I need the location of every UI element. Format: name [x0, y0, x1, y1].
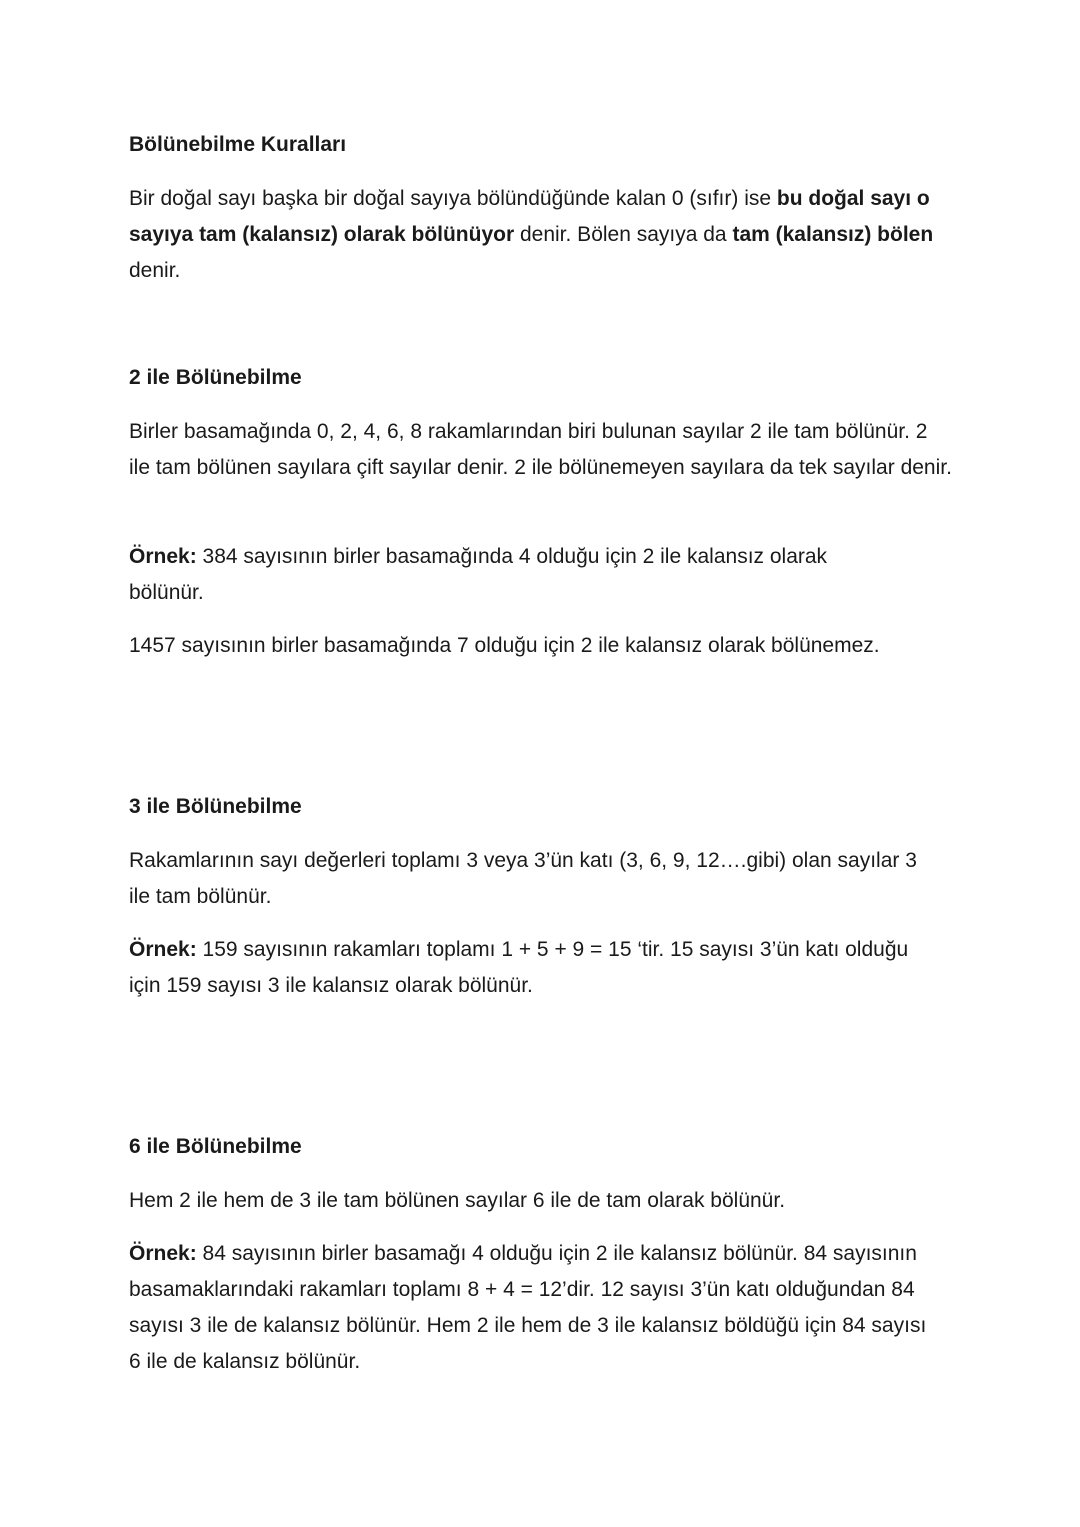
section-title-rule-2: 2 ile Bölünebilme [129, 366, 302, 389]
section-title-rule-6: 6 ile Bölünebilme [129, 1135, 302, 1158]
section-title-rule-3: 3 ile Bölünebilme [129, 795, 302, 818]
section-title-divisibility-rules: Bölünebilme Kuralları [129, 133, 347, 156]
example-label: Örnek: [129, 938, 197, 961]
rule-2-example [129, 539, 899, 611]
rule-3-example [129, 932, 919, 1004]
rule-2-paragraph: Birler basamağında 0, 2, 4, 6, 8 rakamlarından biri bulunan sayılar 2 ile tam bölünür. 2 ile tam bölünen sayılara çift sayılar denir. 2 ile bölünemeyen sayılara da tek sayılar denir. [129, 420, 952, 479]
rule-6-example [129, 1236, 934, 1380]
rule-3-paragraph: Rakamlarının sayı değerleri toplamı 3 veya 3’ün katı (3, 6, 9, 12….gibi) olan sayılar 3 ile tam bölünür. [129, 849, 917, 908]
rule-2-example-2: 1457 sayısının birler basamağında 7 olduğu için 2 ile kalansız olarak bölünemez. [129, 634, 880, 657]
intro-bold-2: tam (kalansız) bölen [732, 223, 934, 246]
intro-paragraph [129, 181, 939, 289]
example-text: 384 sayısının birler basamağında 4 olduğu için 2 ile kalansız olarak bölünür. [129, 545, 828, 604]
intro-bold-1: bu doğal sayı o sayıya tam (kalansız) olarak bölünüyor [129, 187, 930, 246]
example-label: Örnek: [129, 545, 197, 568]
example-text: 159 sayısının rakamları toplamı 1 + 5 + 9 = 15 ‘tir. 15 sayısı 3’ün katı olduğu için 159 sayısı 3 ile kalansız olarak bölünür. [129, 938, 909, 997]
example-label: Örnek: [129, 1242, 197, 1265]
intro-text-2: denir. Bölen sayıya da [514, 223, 733, 246]
intro-text-3: denir. [129, 259, 181, 282]
example-text: 84 sayısının birler basamağı 4 olduğu için 2 ile kalansız bölünür. 84 sayısının basamaklarındaki rakamları toplamı 8 + 4 = 12’dir. 12 sayısı 3’ün katı olduğundan 84 sayısı 3 ile de kalansız bölünür. Hem 2 ile hem de 3 ile kalansız böldüğü için 84 sayısı 6 ile de kalansız bölünür. [129, 1242, 927, 1373]
intro-text-1: Bir doğal sayı başka bir doğal sayıya bölündüğünde kalan 0 (sıfır) ise [129, 187, 777, 210]
rule-6-paragraph: Hem 2 ile hem de 3 ile tam bölünen sayılar 6 ile de tam olarak bölünür. [129, 1189, 786, 1212]
